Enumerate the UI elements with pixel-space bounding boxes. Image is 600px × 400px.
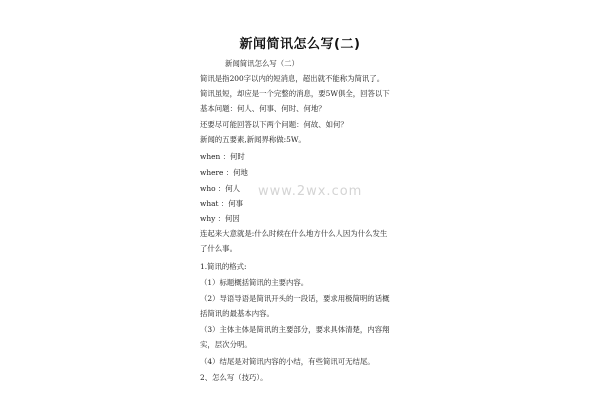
- text-line: 还要尽可能回答以下两个问题：何故、如何？: [200, 120, 348, 129]
- text-line: 实，层次分明。: [200, 340, 252, 349]
- text-line: 括简讯的最基本内容。: [200, 309, 274, 318]
- text-line: 简讯虽短，却应是一个完整的消息，要5W俱全，回答以下: [200, 89, 390, 98]
- document-title: 新闻简讯怎么写(二): [239, 37, 361, 52]
- text-line: 连起来大意就是:什么时候在什么地方什么人因为什么发生: [200, 229, 388, 238]
- text-line: why ：何因: [200, 214, 240, 223]
- text-line: who ：何人: [200, 184, 241, 193]
- text-line: 新闻的五要素,新闻界称做:5W。: [200, 135, 306, 144]
- text-line: （2）导语导语是简讯开头的一段话，要求用极简明的话概: [200, 294, 390, 303]
- text-line: what ：何事: [200, 199, 243, 208]
- text-line: 基本问题：何人、何事、何时、何地？: [200, 104, 326, 113]
- text-line: when ：何时: [200, 152, 245, 161]
- section-heading: 1.简讯的格式:: [200, 262, 247, 271]
- text-line: where ：何地: [200, 168, 248, 177]
- watermark: www.2wx.com: [258, 184, 363, 199]
- section-heading: 2、怎么写（技巧）。: [200, 373, 268, 382]
- text-line: （3）主体主体是简讯的主要部分，要求具体清楚，内容翔: [200, 325, 390, 334]
- text-line: （1）标题概括简讯的主要内容。: [200, 278, 309, 287]
- text-line: 简讯是指200字以内的短消息，超出就不能称为简讯了。: [200, 74, 385, 83]
- subtitle-line: 新闻简讯怎么写（二）: [225, 59, 299, 68]
- text-line: （4）结尾是对简讯内容的小结，有些简讯可无结尾。: [200, 357, 375, 366]
- text-line: 了什么事。: [200, 244, 237, 253]
